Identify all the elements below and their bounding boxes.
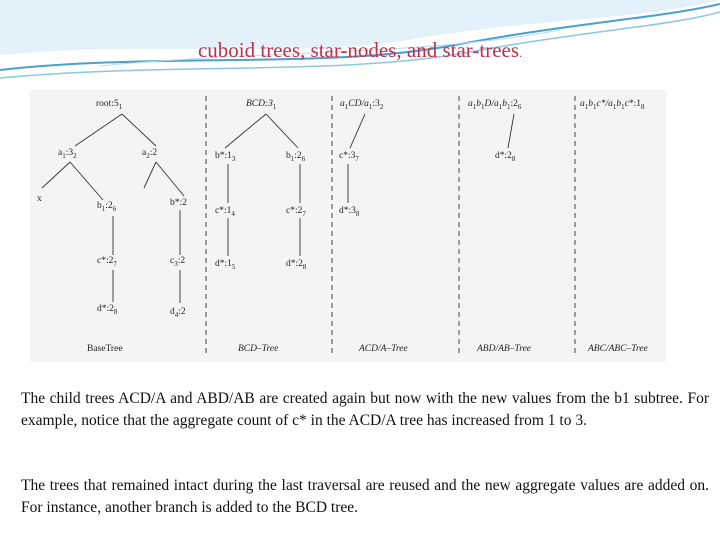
base-b1-node: $b_1:2_6$ — [97, 201, 117, 213]
base-a2-node: $a_2:2$ — [142, 148, 158, 160]
paragraph-1: The child trees ACD/A and ABD/AB are created again but now with the new values from the b1 subtree. For example, notice that the aggregate count of c* in the ACD/A tree has increased from 1 to 3. — [21, 390, 709, 429]
acd-cstar-node: $c*:3_7$ — [339, 151, 359, 163]
tree-edges — [30, 90, 666, 362]
base-cstar-node: $c*:2_7$ — [97, 256, 117, 268]
base-c3-node: $c_3:2$ — [170, 256, 186, 268]
slide-title-suffix: . — [519, 46, 523, 60]
bcd-dstar-left-node: $d*:1_5$ — [215, 259, 236, 271]
abc-root-node: $a_1b_1c*/a_1b_1c*:1_8$ — [580, 99, 645, 111]
abd-dstar-node: $d*:2_8$ — [495, 151, 516, 163]
bcd-cstar-left-node: $c*:1_4$ — [215, 206, 235, 218]
bcd-root-node: $BCD:3_1$ — [246, 99, 277, 111]
abd-root-node: $a_1b_1D/a_1b_1:2_6$ — [468, 99, 522, 111]
bcd-bstar-node: $b*:1_3$ — [215, 151, 236, 163]
base-a1-node: $a_1:3_2$ — [58, 148, 77, 160]
acd-dstar-node: $d*:3_8$ — [339, 206, 360, 218]
slide-title — [0, 38, 720, 63]
caption-base-tree: BaseTree — [87, 344, 123, 354]
caption-abc-tree: ABC/ABC–Tree — [588, 344, 648, 354]
base-x-node: x — [37, 194, 42, 204]
bcd-b1-node: $b_1:2_6$ — [286, 151, 306, 163]
base-d4-node: $d_4:2$ — [170, 307, 186, 319]
base-root-node: $root:5_1$ — [96, 99, 123, 111]
paragraph-2: The trees that remained intact during the last traversal are reused and the new aggregate values are added on. For instance, another branch is added to the BCD tree. — [21, 477, 709, 516]
bcd-dstar-right-node: $d*:2_8$ — [286, 259, 307, 271]
base-dstar-node: $d*:2_8$ — [97, 304, 118, 316]
caption-acd-tree: ACD/A–Tree — [359, 344, 408, 354]
bcd-cstar-right-node: $c*:2_7$ — [286, 206, 306, 218]
caption-abd-tree: ABD/AB–Tree — [477, 344, 531, 354]
acd-root-node: $a_1CD/a_1:3_2$ — [340, 99, 384, 111]
base-bstar-node: b*:2 — [170, 198, 187, 208]
tree-figure — [30, 90, 666, 362]
caption-bcd-tree: BCD–Tree — [238, 344, 279, 354]
slide-title-text: cuboid trees, star-nodes, and star-trees — [197, 38, 520, 62]
